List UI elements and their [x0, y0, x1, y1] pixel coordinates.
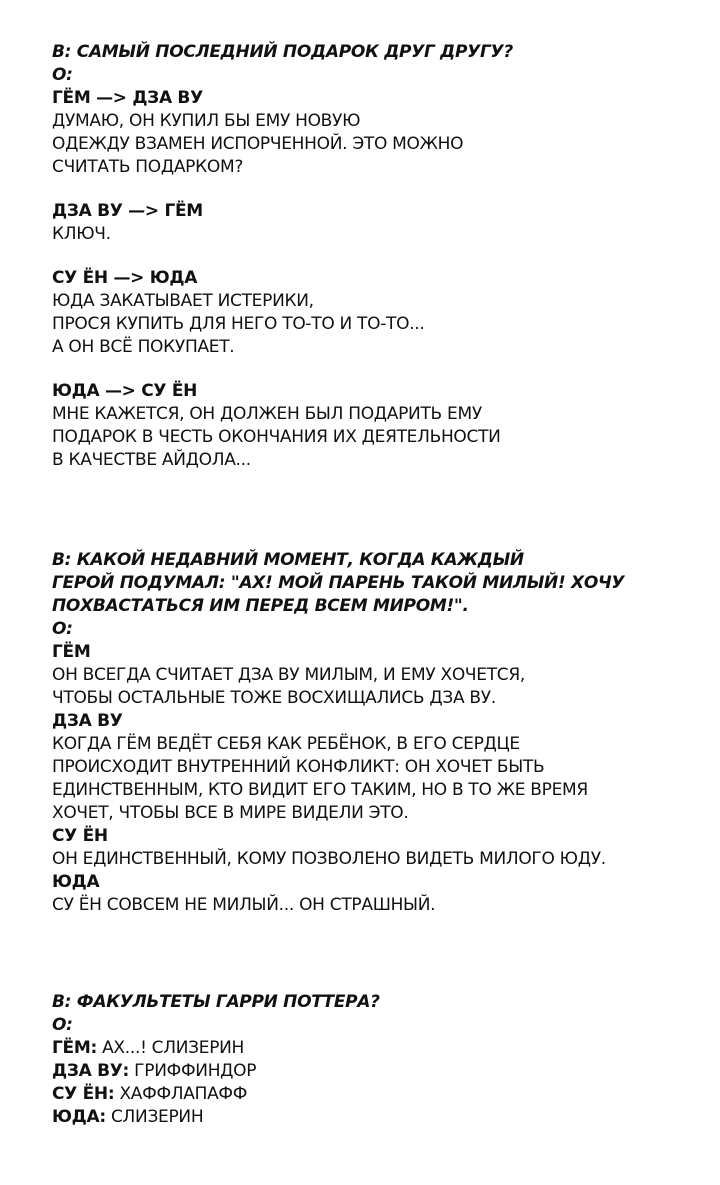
- entry-heading: СУ ЁН —> ЮДА: [52, 268, 198, 288]
- entry-line: ЧТОБЫ ОСТАЛЬНЫЕ ТОЖЕ ВОСХИЩАЛИСЬ ДЗА ВУ.: [52, 688, 496, 708]
- entry-heading: ЮДА —> СУ ЁН: [52, 381, 198, 401]
- entry-heading: ДЗА ВУ —> ГЁМ: [52, 201, 203, 221]
- entry-line: ОН ЕДИНСТВЕННЫЙ, КОМУ ПОЗВОЛЕНО ВИДЕТЬ МИЛОГО ЮДУ.: [52, 849, 606, 869]
- entry-line: СЧИТАТЬ ПОДАРКОМ?: [52, 157, 244, 177]
- house-name: ХАФФЛАПАФФ: [119, 1084, 248, 1104]
- entry-line: КЛЮЧ.: [52, 224, 111, 244]
- house-name: СЛИЗЕРИН: [110, 1107, 204, 1127]
- entry-line: ОН ВСЕГДА СЧИТАЕТ ДЗА ВУ МИЛЫМ, И ЕМУ ХОЧЕТСЯ,: [52, 665, 525, 685]
- question-text: В: КАКОЙ НЕДАВНИЙ МОМЕНТ, КОГДА КАЖДЫЙ: [52, 550, 524, 570]
- entry-line: ОДЕЖДУ ВЗАМЕН ИСПОРЧЕННОЙ. ЭТО МОЖНО: [52, 134, 464, 154]
- entry-heading: ЮДА: [52, 872, 100, 892]
- house-answer: [52, 1083, 692, 1106]
- entry-line: ЮДА ЗАКАТЫВАЕТ ИСТЕРИКИ,: [52, 291, 314, 311]
- question-text: ПОХВАСТАТЬСЯ ИМ ПЕРЕД ВСЕМ МИРОМ!".: [52, 596, 469, 616]
- entry-heading: ГЁМ —> ДЗА ВУ: [52, 88, 203, 108]
- entry-heading: ГЁМ: [52, 642, 91, 662]
- entry-heading: ДЗА ВУ: [52, 711, 123, 731]
- entry-line: ПРОСЯ КУПИТЬ ДЛЯ НЕГО ТО-ТО И ТО-ТО...: [52, 314, 425, 334]
- question-text: В: САМЫЙ ПОСЛЕДНИЙ ПОДАРОК ДРУГ ДРУГУ?: [52, 42, 513, 62]
- answer-label: О:: [52, 619, 73, 639]
- character-name: ЮДА:: [52, 1107, 106, 1127]
- character-name: СУ ЁН:: [52, 1084, 115, 1104]
- entry-line: ХОЧЕТ, ЧТОБЫ ВСЕ В МИРЕ ВИДЕЛИ ЭТО.: [52, 803, 409, 823]
- entry-line: ЕДИНСТВЕННЫМ, КТО ВИДИТ ЕГО ТАКИМ, НО В ТО ЖЕ ВРЕМЯ: [52, 780, 588, 800]
- entry-line: ПРОИСХОДИТ ВНУТРЕННИЙ КОНФЛИКТ: ОН ХОЧЕТ БЫТЬ: [52, 757, 545, 777]
- entry-heading: СУ ЁН: [52, 826, 108, 846]
- question-text: ГЕРОЙ ПОДУМАЛ: "АХ! МОЙ ПАРЕНЬ ТАКОЙ МИЛЫЙ! ХОЧУ: [52, 573, 625, 593]
- qa-section-cute-moment: [52, 549, 692, 917]
- house-answer: [52, 1037, 692, 1060]
- question-text: В: ФАКУЛЬТЕТЫ ГАРРИ ПОТТЕРА?: [52, 992, 380, 1012]
- entry-line: КОГДА ГЁМ ВЕДЁТ СЕБЯ КАК РЕБЁНОК, В ЕГО СЕРДЦЕ: [52, 734, 520, 754]
- entry-line: А ОН ВСЁ ПОКУПАЕТ.: [52, 337, 235, 357]
- qa-section-gifts: [52, 41, 692, 472]
- character-name: ГЁМ:: [52, 1038, 97, 1058]
- house-name: АХ...! СЛИЗЕРИН: [102, 1038, 245, 1058]
- character-name: ДЗА ВУ:: [52, 1061, 130, 1081]
- house-answer: [52, 1060, 692, 1083]
- qa-section-hogwarts: [52, 991, 692, 1129]
- answer-label: О:: [52, 1015, 73, 1035]
- entry-line: В КАЧЕСТВЕ АЙДОЛА...: [52, 450, 251, 470]
- entry-line: СУ ЁН СОВСЕМ НЕ МИЛЫЙ... ОН СТРАШНЫЙ.: [52, 895, 436, 915]
- entry-line: ДУМАЮ, ОН КУПИЛ БЫ ЕМУ НОВУЮ: [52, 111, 361, 131]
- entry-line: ПОДАРОК В ЧЕСТЬ ОКОНЧАНИЯ ИХ ДЕЯТЕЛЬНОСТИ: [52, 427, 501, 447]
- entry-line: МНЕ КАЖЕТСЯ, ОН ДОЛЖЕН БЫЛ ПОДАРИТЬ ЕМУ: [52, 404, 482, 424]
- house-answer: [52, 1106, 692, 1129]
- house-name: ГРИФФИНДОР: [134, 1061, 257, 1081]
- answer-label: О:: [52, 65, 73, 85]
